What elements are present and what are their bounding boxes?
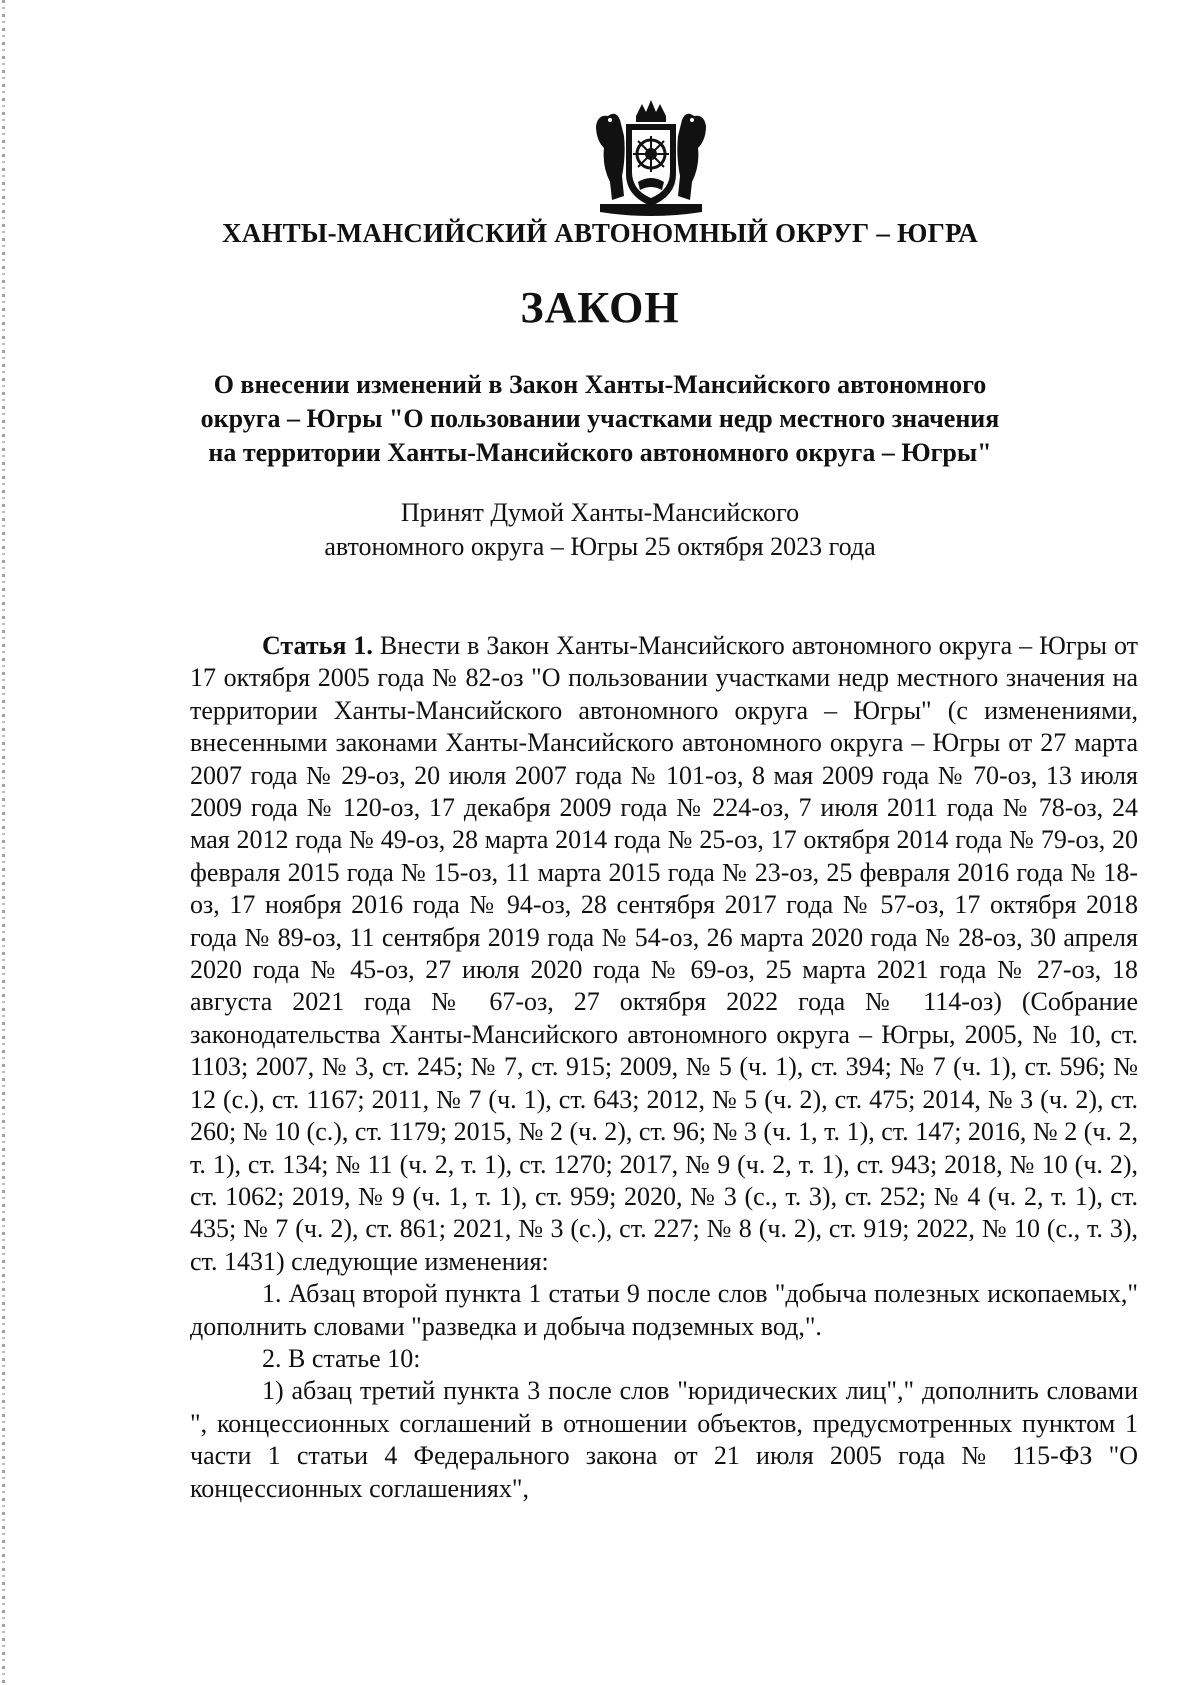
- adoption-line: Принят Думой Ханты-Мансийского: [400, 498, 800, 527]
- amendment-item: 2. В статье 10:: [262, 1343, 421, 1373]
- region-name: ХАНТЫ-МАНСИЙСКИЙ АВТОНОМНЫЙ ОКРУГ – ЮГРА: [222, 218, 978, 248]
- adoption-note: [0, 496, 1200, 564]
- amendment-item: 1. Абзац второй пункта 1 статьи 9 после слов "добыча полезных ископаемых," дополнить словами "разведка и добыча подземных вод,".: [190, 1279, 1138, 1341]
- article-label: Статья 1.: [262, 631, 373, 660]
- article-1-paragraph: [190, 630, 1138, 1278]
- law-title-line: О внесении изменений в Закон Ханты-Мансийского автономного: [213, 370, 987, 399]
- document-type: ЗАКОН: [520, 283, 680, 332]
- law-title-line: округа – Югры "О пользовании участками недр местного значения: [200, 404, 1000, 433]
- amendment-item: 1) абзац третий пункта 3 после слов "юридических лиц"," дополнить словами ", концессионных соглашений в отношении объектов, предусмотренных пунктом 1 части 1 статьи 4 Федерального закона от 21 июля 2005 года № 115-ФЗ "О концессионных соглашениях",: [190, 1376, 1138, 1503]
- coat-of-arms-icon: [592, 96, 710, 222]
- article-1-text: Внести в Закон Ханты-Мансийского автономного округа – Югры от 17 октября 2005 года № 82-оз "О пользовании участками недр местного значения на территории Ханты-Мансийского автономного округа – Югры" (с изменениями, внесенными законами Ханты-Мансийского автономного округа – Югры от 27 марта 2007 года № 29-оз, 20 июля 2007 года № 101-оз, 8 мая 2009 года № 70-оз, 13 июля 2009 года № 120-оз, 17 декабря 2009 года № 224-оз, 7 июля 2011 года № 78-оз, 24 мая 2012 года № 49-оз, 28 марта 2014 года № 25-оз, 17 октября 2014 года № 79-оз, 20 февраля 2015 года № 15-оз, 11 марта 2015 года № 23-оз, 25 февраля 2016 года № 18-оз, 17 ноября 2016 года № 94-оз, 28 сентября 2017 года № 57-оз, 17 октября 2018 года № 89-оз, 11 сентября 2019 года № 54-оз, 26 марта 2020 года № 28-оз, 30 апреля 2020 года № 45-оз, 27 июля 2020 года № 69-оз, 25 марта 2021 года № 27-оз, 18 августа 2021 года № 67-оз, 27 октября 2022 года № 114-оз) (Собрание законодательства Ханты-Мансийского автономного округа – Югры, 2005, № 10, ст. 1103; 2007, № 3, ст. 245; № 7, ст. 915; 2009, № 5 (ч. 1), ст. 394; № 7 (ч. 1), ст. 596; № 12 (с.), ст. 1167; 2011, № 7 (ч. 1), ст. 643; 2012, № 5 (ч. 2), ст. 475; 2014, № 3 (ч. 2), ст. 260; № 10 (с.), ст. 1179; 2015, № 2 (ч. 2), ст. 96; № 3 (ч. 1, т. 1), ст. 147; 2016, № 2 (ч. 2, т. 1), ст. 134; № 11 (ч. 2, т. 1), ст. 1270; 2017, № 9 (ч. 2, т. 1), ст. 943; 2018, № 10 (ч. 2), ст. 1062; 2019, № 9 (ч. 1, т. 1), ст. 959; 2020, № 3 (с., т. 3), ст. 252; № 4 (ч. 2, т. 1), ст. 435; № 7 (ч. 2), ст. 861; 2021, № 3 (с.), ст. 227; № 8 (ч. 2), ст. 919; 2022, № 10 (с., т. 3), ст. 1431) следующие изменения:: [190, 631, 1138, 1276]
- law-title-line: на территории Ханты-Мансийского автономного округа – Югры": [208, 438, 992, 467]
- scan-binding-edge: [2, 0, 5, 1685]
- adoption-line: автономного округа – Югры 25 октября 2023 года: [324, 532, 876, 561]
- law-title: [0, 368, 1200, 470]
- law-body: [190, 630, 1138, 1505]
